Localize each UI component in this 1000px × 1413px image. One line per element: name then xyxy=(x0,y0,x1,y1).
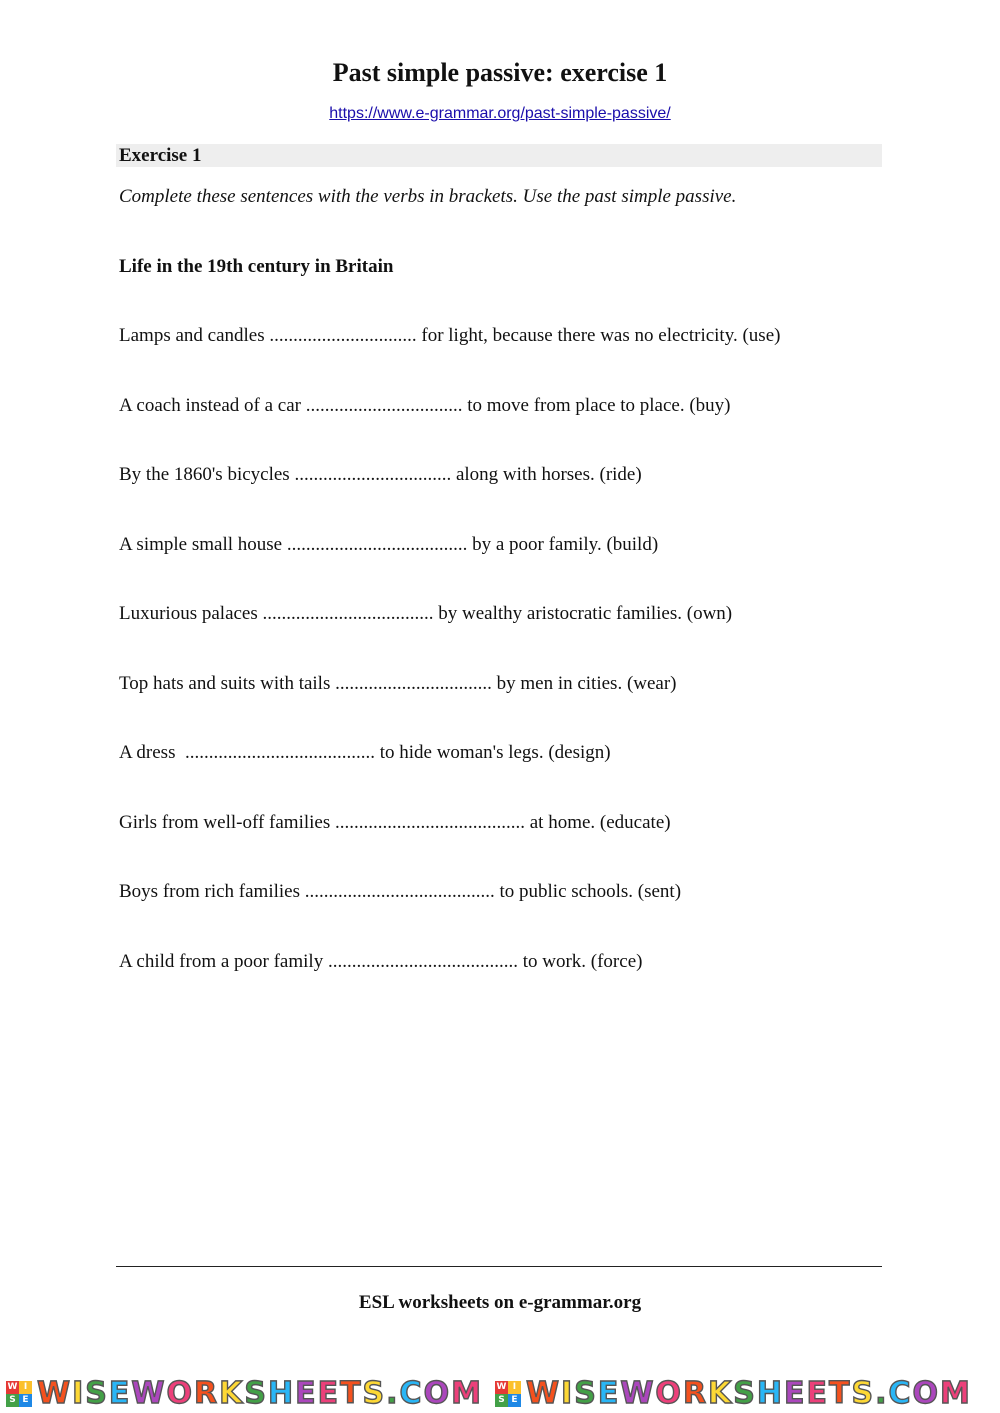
watermark-brand xyxy=(6,1375,483,1411)
exercise-instructions: Complete these sentences with the verbs in brackets. Use the past simple passive. xyxy=(119,186,737,207)
wiseworksheets-logo-icon: W I S E xyxy=(6,1381,32,1407)
exercise-sentence-8: Girls from well-off families ........................................ at home. (educate) xyxy=(119,812,671,833)
source-link-container xyxy=(0,105,1000,123)
footer-text: ESL worksheets on e-grammar.org xyxy=(358,1292,642,1313)
exercise-heading: Exercise 1 xyxy=(119,145,202,166)
watermark-brand xyxy=(495,1375,972,1411)
section-title: Life in the 19th century in Britain xyxy=(119,256,394,277)
exercise-sentence-10: A child from a poor family ........................................ to work. (force) xyxy=(119,951,643,972)
exercise-sentence-6: Top hats and suits with tails ................................. by men in cities. (wear) xyxy=(119,673,677,694)
watermark-strip xyxy=(0,1374,1000,1413)
watermark-text: WISEWORKSHEETS.COM xyxy=(525,1375,972,1411)
exercise-heading-bar xyxy=(116,144,882,167)
exercise-sentence-9: Boys from rich families ........................................ to public schools. (sent) xyxy=(119,881,682,902)
exercise-sentence-2: A coach instead of a car ................................. to move from place to place. (buy) xyxy=(119,395,731,416)
exercise-sentence-4: A simple small house ...................................... by a poor family. (build) xyxy=(119,534,659,555)
exercise-sentence-5: Luxurious palaces .................................... by wealthy aristocratic families. (own) xyxy=(119,603,733,624)
wiseworksheets-logo-icon: W I S E xyxy=(495,1381,521,1407)
exercise-sentence-3: By the 1860's bicycles ................................. along with horses. (ride) xyxy=(119,464,642,485)
exercise-sentence-7: A dress ........................................ to hide woman's legs. (design) xyxy=(119,742,611,763)
watermark-text: WISEWORKSHEETS.COM xyxy=(37,1375,483,1411)
exercise-sentence-1: Lamps and candles ............................... for light, because there was no electricity. (use) xyxy=(119,325,781,346)
source-link[interactable]: https://www.e-grammar.org/past-simple-passive/ xyxy=(329,105,671,122)
footer-divider xyxy=(116,1266,882,1267)
page-title: Past simple passive: exercise 1 xyxy=(332,58,668,87)
